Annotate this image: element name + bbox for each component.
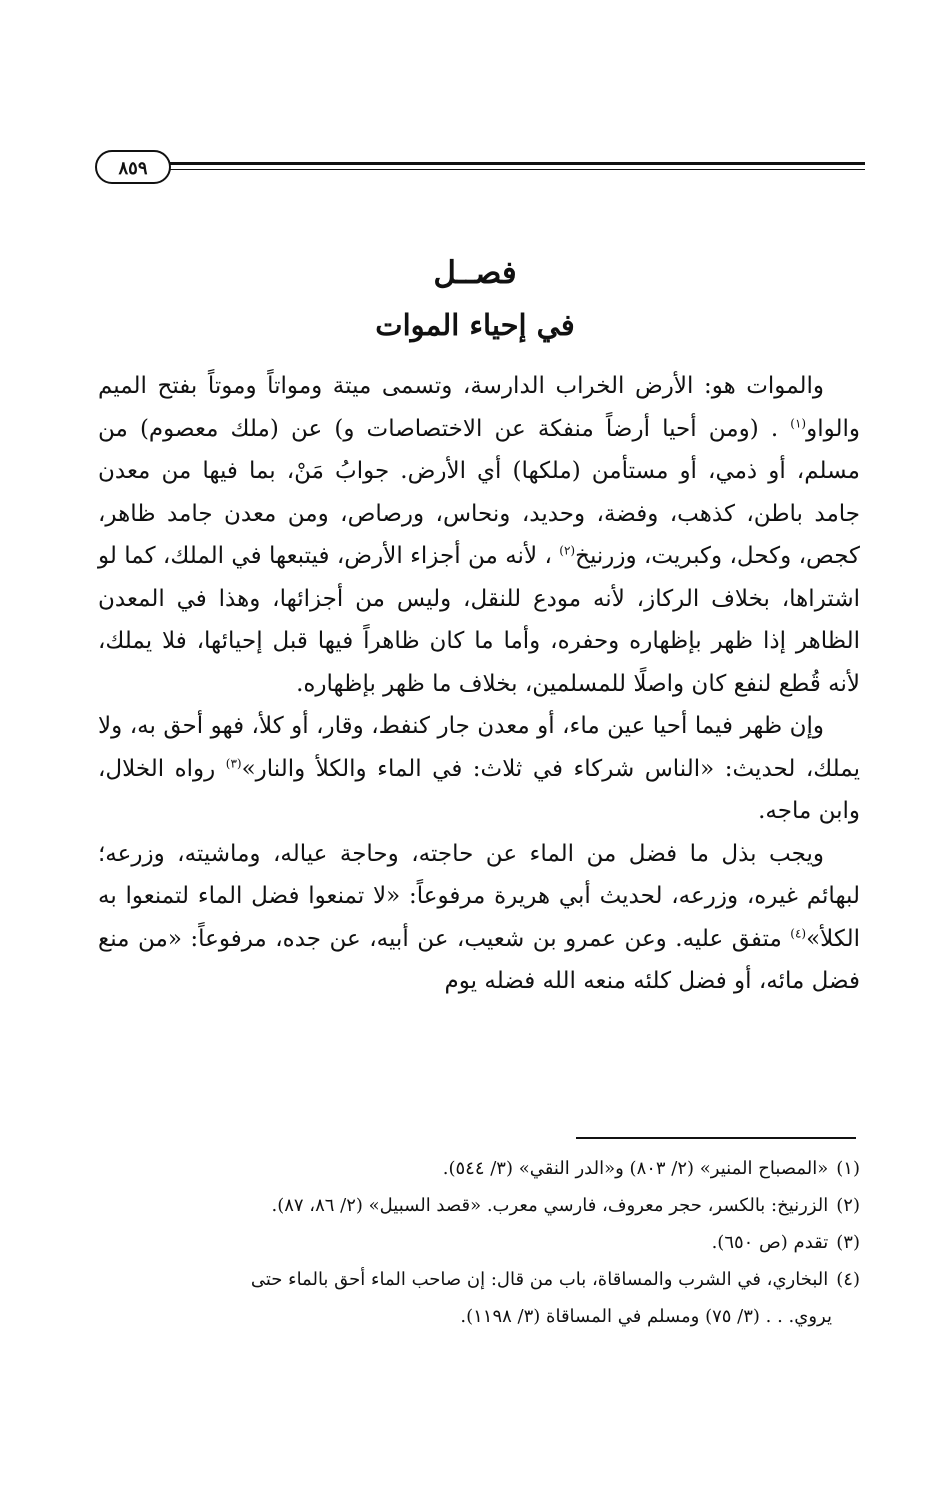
paragraph-3: [98, 833, 860, 1003]
footnote-separator: [576, 1137, 856, 1139]
footnote-number: (٢): [836, 1195, 860, 1216]
paragraph-2: [98, 705, 860, 833]
chapter-title: فصــل: [433, 255, 517, 291]
footnote-ref-4: (٤): [790, 925, 807, 940]
titles: [90, 248, 860, 352]
section-title: في إحياء الموات: [375, 308, 575, 342]
text-run: متفق عليه. وعن عمرو بن شعيب، عن أبيه، عن جده، مرفوعاً: «من منع فضل مائه، أو فضل كلئه منعه الله فضله يوم: [98, 925, 860, 994]
footnote-number: (٣): [836, 1232, 860, 1253]
footnote-text: «المصباح المنير» (٢/ ٨٠٣) و«الدر النقي» (٣/ ٥٤٤).: [442, 1158, 829, 1179]
footnote-4: [98, 1261, 860, 1298]
footnote-4-continued: [98, 1298, 860, 1335]
main-text: [98, 365, 860, 1003]
paragraph-1: [98, 365, 860, 705]
text-run: . (ومن أحيا أرضاً منفكة عن الاختصاصات و) عن (ملك معصوم) من مسلم، أو ذمي، أو مستأمن (ملكها) أي الأرض. جوابُ مَنْ، بما فيها من معدن جامد باطن، كذهب، وفضة، وحديد، ونحاس، ورصاص، ومن معدن جامد ظاهر، كجص، وكحل، وكبريت، وزرنيخ: [98, 415, 860, 569]
footnote-number: (٤): [836, 1269, 860, 1290]
footnote-2: [98, 1187, 860, 1224]
header-rule-thin: [169, 169, 865, 170]
footnote-number: (١): [836, 1158, 860, 1179]
page-header: [95, 150, 865, 190]
footnote-text: تقدم (ص ٦٥٠).: [711, 1232, 829, 1253]
footnote-ref-2: (٢): [559, 543, 576, 558]
footnote-text: البخاري، في الشرب والمساقاة، باب من قال: إن صاحب الماء أحق بالماء حتى: [250, 1269, 829, 1290]
text-run: رواه الخلال، وابن ماجه.: [98, 755, 860, 824]
text-run: ويجب بذل ما فضل من الماء عن حاجته، وحاجة عياله، وماشيته، وزرعه؛ لبهائم غيره، وزرعه، لحديث أبي هريرة مرفوعاً: «لا تمنعوا فضل الماء لتمنعوا به الكلأ»: [98, 840, 860, 952]
footnote-text: الزرنيخ: بالكسر، حجر معروف، فارسي معرب. «قصد السبيل» (٢/ ٨٦، ٨٧).: [271, 1195, 829, 1216]
footnotes: [98, 1150, 860, 1335]
footnote-ref-1: (١): [790, 415, 807, 430]
footnote-ref-3: (٣): [225, 755, 242, 770]
text-run: والموات هو: الأرض الخراب الدارسة، وتسمى ميتة ومواتاً وموتاً بفتح الميم والواو: [98, 373, 860, 442]
header-rule: [169, 162, 865, 165]
footnote-3: [98, 1224, 860, 1261]
page-number: ٨٥٩: [95, 150, 171, 184]
footnote-1: [98, 1150, 860, 1187]
text-run: وإن ظهر فيما أحيا عين ماء، أو معدن جار كنفط، وقار، أو كلأ، فهو أحق به، ولا يملك، لحديث: «الناس شركاء في ثلاث: في الماء والكلأ والنار»: [98, 713, 860, 782]
text-run: ، لأنه من أجزاء الأرض، فيتبعها في الملك، كما لو اشتراها، بخلاف الركاز، لأنه مودع للنقل، وليس من أجزائها، وهذا في المعدن الظاهر إذا ظهر بإظهاره وحفره، وأما ما كان ظاهراً فيها قبل إحيائها، فلا يملك، لأنه قُطع لنفع كان واصلًا للمسلمين، بخلاف ما ظهر بإظهاره.: [98, 543, 860, 697]
footnote-text: يروي. . . (٣/ ٧٥) ومسلم في المساقاة (٣/ ١١٩٨).: [460, 1306, 832, 1327]
